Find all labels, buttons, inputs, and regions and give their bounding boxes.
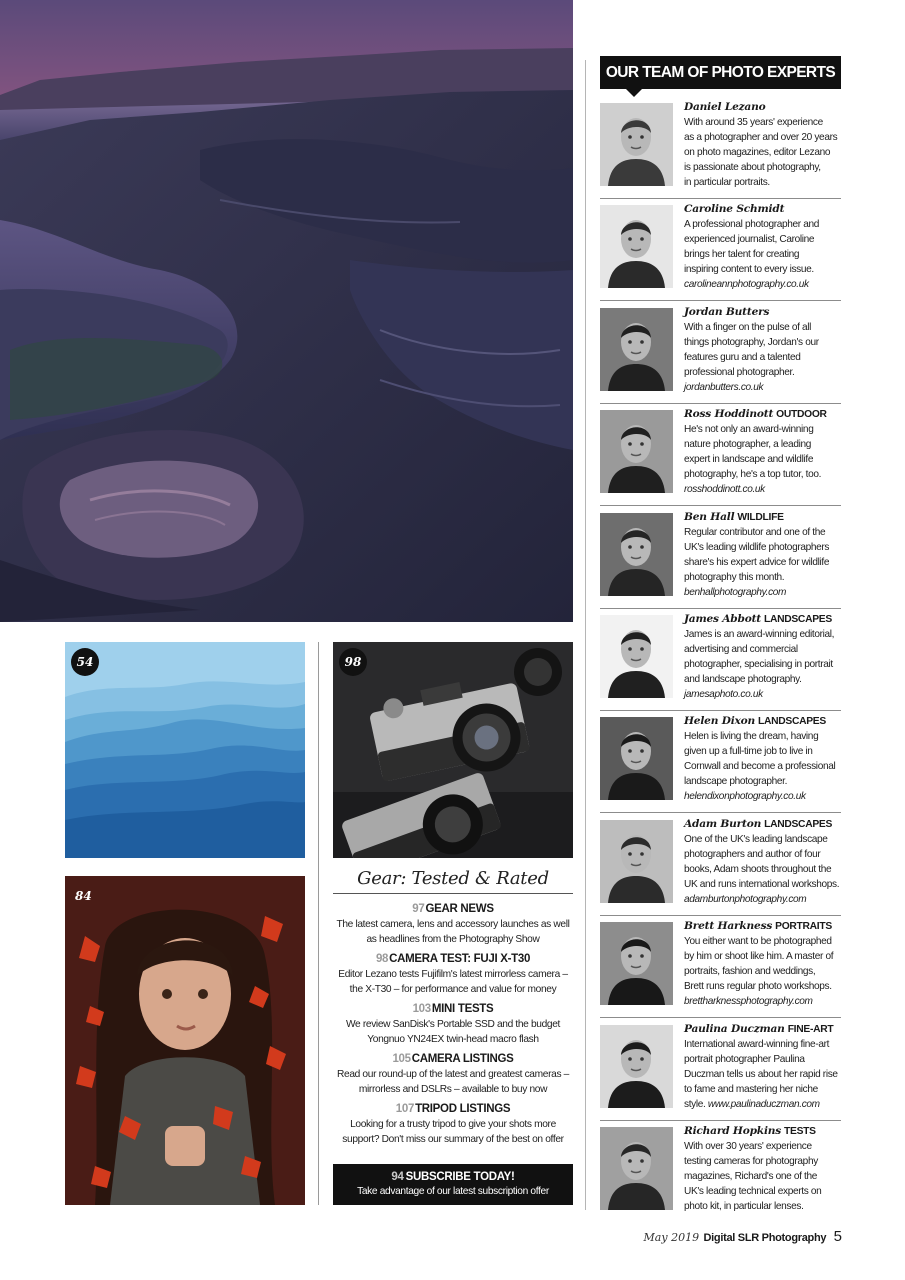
fujifilm-cameras-photo [333, 642, 573, 858]
expert-card [600, 1121, 841, 1223]
expert-bio-line: International award-winning fine-art [684, 1038, 830, 1050]
expert-bio-line: photographer, specialising in portrait [684, 659, 833, 670]
thumbnail-mountains[interactable] [65, 642, 305, 858]
subscribe-heading: SUBSCRIBE TODAY! [405, 1171, 515, 1183]
person-photo-icon [600, 922, 673, 1005]
magazine-title: Digital SLR Photography [703, 1232, 827, 1244]
column-divider [318, 642, 319, 1205]
expert-bio [684, 817, 844, 907]
expert-card [600, 814, 841, 916]
expert-name-line [684, 407, 844, 422]
page-badge: 54 [71, 648, 99, 676]
expert-bio-line: Helen is living the dream, having [684, 731, 819, 743]
expert-website[interactable]: jamesaphoto.co.uk [684, 689, 763, 700]
expert-name-line [684, 1022, 844, 1037]
expert-bio-line: professional photographer. [684, 366, 795, 378]
expert-bio-line: experienced journalist, Caroline [684, 234, 815, 246]
expert-name-line [684, 305, 844, 320]
person-photo-icon [600, 615, 673, 698]
expert-bio-line: A professional photographer and [684, 219, 820, 231]
gear-item-heading: CAMERA TEST: FUJI X-T30 [389, 953, 531, 965]
expert-name-line [684, 510, 844, 525]
person-photo-icon [600, 717, 673, 800]
expert-bio-line: expert in landscape and wildlife [684, 454, 814, 466]
subscribe-subtitle: Take advantage of our latest subscription offer [357, 1186, 549, 1197]
expert-bio [684, 714, 844, 804]
expert-name-line [684, 1124, 844, 1139]
expert-website[interactable]: helendixonphotography.co.uk [684, 791, 806, 803]
expert-role: LANDSCAPES [763, 614, 832, 625]
expert-bio-line: photographers and author of four [684, 848, 821, 860]
expert-website[interactable]: adamburtonphotography.com [684, 893, 807, 905]
expert-portrait [600, 410, 673, 493]
person-photo-icon [600, 1025, 673, 1108]
expert-role: FINE-ART [787, 1023, 834, 1035]
person-photo-icon [600, 308, 673, 391]
expert-bio [684, 305, 844, 395]
expert-name: Richard Hopkins [684, 1125, 782, 1137]
expert-portrait [600, 820, 673, 903]
expert-bio [684, 612, 844, 702]
issue-date: May 2019 [643, 1231, 700, 1244]
gear-item-description: Read our round-up of the latest and greatest cameras – mirrorless and DSLRs – available to buy now [337, 1069, 569, 1095]
expert-portrait [600, 1025, 673, 1108]
person-photo-icon [600, 513, 673, 596]
gear-item-camera-listings[interactable] [333, 1052, 573, 1097]
page-number: 94 [391, 1171, 404, 1183]
experts-column-rule [585, 60, 586, 1210]
expert-name: Brett Harkness [684, 920, 773, 933]
gear-item-tripod-listings[interactable] [333, 1102, 573, 1147]
expert-bio-line: brings her talent for creating [684, 249, 800, 261]
expert-bio-line: portrait photographer Paulina [684, 1053, 805, 1065]
page-number: 5 [833, 1228, 842, 1245]
thumbnail-cameras[interactable] [333, 642, 573, 858]
girl-portrait-photo [65, 876, 305, 1205]
expert-website[interactable]: benhallphotography.com [684, 586, 787, 598]
expert-bio-line: He's not only an award-winning [684, 424, 814, 436]
expert-bio [684, 100, 844, 190]
expert-website[interactable]: brettharknessphotography.com [684, 996, 813, 1008]
expert-bio-line [684, 1097, 844, 1112]
expert-card [600, 404, 841, 506]
expert-bio [684, 407, 844, 497]
expert-bio-line: landscape photographer. [684, 776, 788, 788]
expert-bio-line: by him or shoot like him. A master of [684, 951, 834, 963]
expert-bio-line: in particular portraits. [684, 177, 770, 188]
page-number: 103 [412, 1003, 431, 1015]
expert-name-line [684, 817, 844, 832]
expert-bio-line: share's his expert advice for wildlife [684, 556, 830, 568]
subscribe-banner[interactable] [333, 1164, 573, 1205]
expert-bio-line: UK's leading wildlife photographers [684, 541, 830, 553]
expert-bio-line: advertising and commercial [684, 644, 798, 655]
expert-card [600, 302, 841, 404]
expert-name-line [684, 919, 844, 934]
expert-portrait [600, 1127, 673, 1210]
expert-portrait [600, 103, 673, 186]
expert-bio-line: given up a full-time job to live in [684, 746, 813, 758]
expert-name: Caroline Schmidt [684, 203, 785, 216]
expert-bio [684, 1022, 844, 1112]
experts-title: OUR TEAM OF PHOTO EXPERTS [600, 56, 841, 89]
expert-bio-line: on photo magazines, editor Lezano [684, 147, 831, 158]
expert-card [600, 199, 841, 301]
person-photo-icon [600, 205, 673, 288]
expert-portrait [600, 205, 673, 288]
gear-item-camera-test[interactable] [333, 952, 573, 997]
expert-bio-line: things photography, Jordan's our [684, 336, 819, 348]
expert-bio-line: James is an award-winning editorial, [684, 629, 835, 640]
gear-item-description: Looking for a trusty tripod to give your shots more support? Don't miss our summary of the best on offer [342, 1119, 564, 1145]
expert-portrait [600, 717, 673, 800]
page-number: 97 [412, 903, 425, 915]
expert-bio-line: is passionate about photography, [684, 162, 821, 173]
expert-card [600, 1019, 841, 1121]
expert-portrait [600, 308, 673, 391]
gear-item-mini-tests[interactable] [333, 1002, 573, 1047]
expert-card [600, 609, 841, 711]
expert-bio-line: Duczman tells us about her rapid rise [684, 1068, 838, 1080]
expert-name: Ben Hall [684, 510, 735, 523]
expert-website[interactable]: jordanbutters.co.uk [684, 381, 764, 393]
expert-bio-line: magazines, Richard's one of the [684, 1171, 818, 1182]
expert-bio-line: With around 35 years' experience [684, 117, 823, 128]
expert-bio [684, 1124, 844, 1214]
expert-bio-line: With over 30 years' experience [684, 1141, 812, 1152]
expert-name-line [684, 714, 844, 729]
expert-card [600, 507, 841, 609]
expert-bio-line: testing cameras for photography [684, 1156, 818, 1167]
expert-role: LANDSCAPES [764, 818, 833, 830]
gear-item-gear-news[interactable] [333, 902, 573, 947]
gear-item-description: We review SanDisk's Portable SSD and the budget Yongnuo YN24EX twin-head macro flash [345, 1019, 561, 1045]
page-number: 105 [392, 1053, 411, 1065]
expert-bio-line: as a photographer and over 20 years [684, 132, 838, 143]
expert-bio [684, 202, 844, 292]
expert-bio-line: With a finger on the pulse of all [684, 321, 812, 333]
expert-bio-line: Regular contributor and one of the [684, 526, 826, 538]
expert-bio-line: You either want to be photographed [684, 936, 832, 948]
expert-portrait [600, 615, 673, 698]
page-number: 98 [375, 953, 389, 965]
expert-bio-line: Brett runs regular photo workshops. [684, 981, 832, 993]
person-photo-icon [600, 1127, 673, 1210]
expert-bio-line: photo kit, in particular lenses. [684, 1201, 804, 1212]
expert-portrait [600, 513, 673, 596]
expert-bio-line: photography this month. [684, 571, 785, 583]
expert-role: PORTRAITS [775, 921, 832, 933]
gear-item-heading: MINI TESTS [431, 1003, 494, 1015]
expert-bio-line: Cornwall and become a professional [684, 761, 836, 773]
expert-name: James Abbott [684, 613, 761, 625]
thumbnail-portrait[interactable] [65, 876, 305, 1205]
gear-section-title: Gear: Tested & Rated [357, 868, 549, 889]
expert-name-line [684, 202, 844, 217]
person-photo-icon [600, 103, 673, 186]
expert-bio [684, 510, 844, 600]
expert-role: TESTS [784, 1126, 816, 1137]
expert-bio [684, 919, 844, 1009]
expert-website[interactable]: carolineannphotography.co.uk [684, 279, 809, 291]
expert-bio-line: UK's leading technical experts on [684, 1186, 822, 1197]
hero-landscape-photo [0, 0, 573, 622]
expert-bio-line: features guru and a talented [684, 351, 801, 363]
expert-bio-line: to fame and mastering her niche [684, 1083, 818, 1095]
gear-title-rule [333, 893, 573, 894]
gear-item-description: Editor Lezano tests Fujifilm's latest mirrorless camera – the X-T30 – for performance and value for money [338, 969, 568, 995]
expert-role: OUTDOOR [776, 409, 827, 421]
misty-mountains-photo [65, 642, 305, 858]
expert-name: Paulina Duczman [684, 1022, 785, 1035]
expert-card [600, 711, 841, 813]
expert-bio-line: UK and runs international workshops. [684, 878, 840, 890]
page-badge: 84 [75, 889, 92, 903]
expert-bio-line: photography, he's a top tutor, too. [684, 469, 822, 481]
expert-bio-line: books, Adam shoots throughout the [684, 863, 832, 875]
coastal-rocks-photo [0, 0, 573, 622]
gear-item-heading: TRIPOD LISTINGS [415, 1103, 511, 1115]
page-badge: 98 [339, 648, 367, 676]
page-footer [600, 1228, 842, 1246]
person-photo-icon [600, 410, 673, 493]
expert-role: WILDLIFE [737, 511, 784, 523]
expert-name-line [684, 612, 844, 627]
gear-item-heading: CAMERA LISTINGS [411, 1053, 514, 1065]
expert-name-line [684, 100, 844, 115]
expert-website[interactable]: rosshoddinott.co.uk [684, 484, 765, 496]
expert-card [600, 916, 841, 1018]
expert-name: Daniel Lezano [684, 101, 766, 113]
expert-portrait [600, 922, 673, 1005]
gear-item-description: The latest camera, lens and accessory launches as well as headlines from the Photography Show [336, 919, 570, 945]
expert-name: Adam Burton [684, 817, 762, 830]
expert-name: Ross Hoddinott [684, 408, 774, 421]
expert-bio-line: One of the UK's leading landscape [684, 833, 828, 845]
expert-name: Helen Dixon [684, 715, 755, 728]
gear-list [333, 902, 573, 1152]
gear-item-heading: GEAR NEWS [425, 903, 494, 915]
expert-website[interactable]: www.paulinaduczman.com [707, 1098, 820, 1110]
expert-bio-tail: style. [684, 1098, 708, 1110]
person-photo-icon [600, 820, 673, 903]
expert-bio-line: portraits, fashion and weddings, [684, 966, 816, 978]
expert-name: Jordan Butters [684, 305, 770, 318]
expert-bio-line: and landscape photography. [684, 674, 802, 685]
expert-role: LANDSCAPES [758, 716, 826, 728]
expert-bio-line: nature photographer, a leading [684, 439, 811, 451]
expert-card [600, 97, 841, 199]
expert-bio-line: inspiring content to every issue. [684, 264, 814, 276]
page-number: 107 [395, 1103, 415, 1115]
